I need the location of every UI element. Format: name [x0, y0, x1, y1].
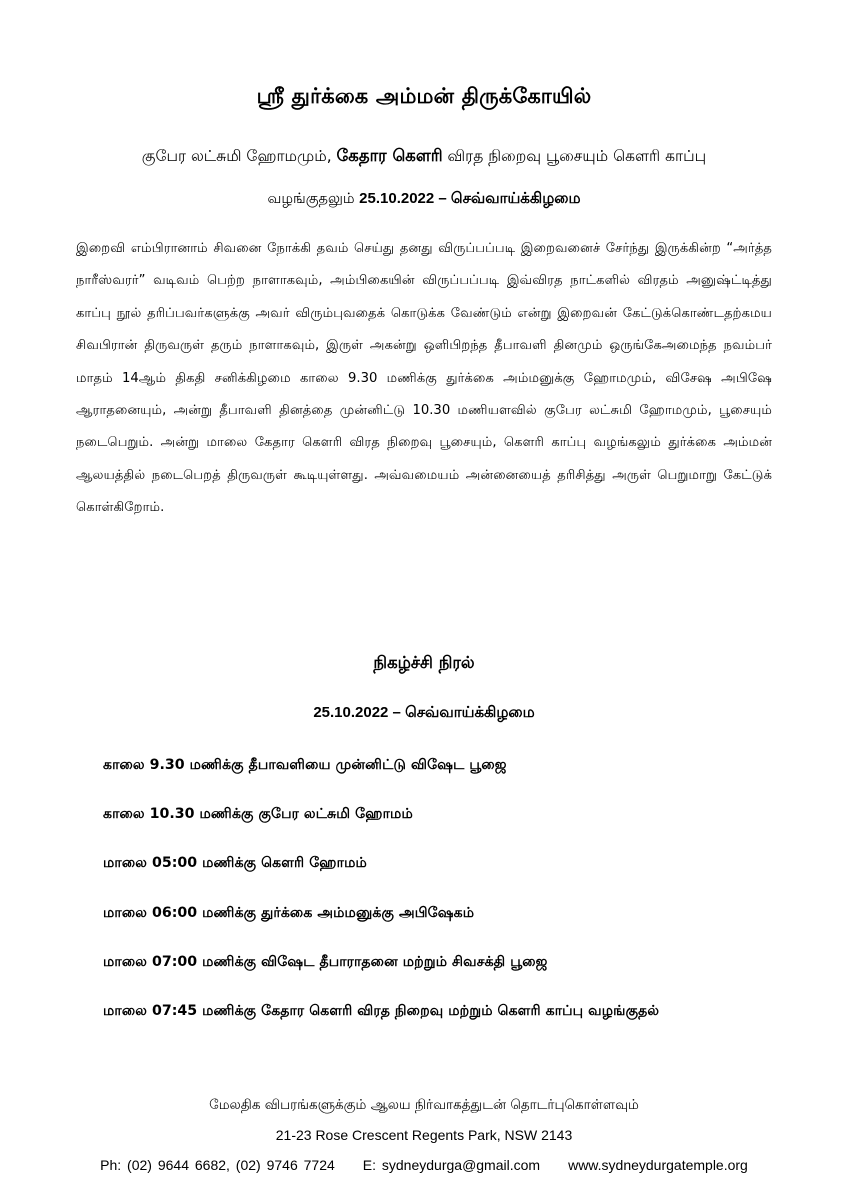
event-subtitle-line2: [0, 190, 848, 209]
program-date-text: 25.10.2022 – செவ்வாய்க்கிழமை: [313, 704, 535, 721]
program-date: [0, 704, 848, 723]
schedule-item: காலை 9.30 மணிக்கு தீபாவளியை முன்னிட்டு விஷேட பூஜை: [103, 757, 507, 773]
event-subtitle-line1: [0, 146, 848, 168]
subtitle-bold: கேதார கௌரி: [336, 146, 443, 165]
website-url: www.sydneydurgatemple.org: [568, 1157, 748, 1173]
contact-note: மேலதிக விபரங்களுக்கும் ஆலய நிர்வாகத்துடன் தொடர்புகொள்ளவும்: [209, 1097, 639, 1113]
schedule-item: மாலை 05:00 மணிக்கு கௌரி ஹோமம்: [103, 855, 367, 872]
subtitle2-pre: வழங்குதலும்: [267, 191, 360, 207]
schedule-item: காலை 10.30 மணிக்கு குபேர லட்சுமி ஹோமம்: [103, 806, 413, 823]
schedule-item: மாலை 07:00 மணிக்கு விஷேட தீபாராதனை மற்றும் சிவசக்தி பூஜை: [103, 953, 548, 970]
program-schedule-list: [103, 757, 659, 1052]
subtitle-pre: குபேர லட்சுமி ஹோமமும்,: [141, 147, 337, 165]
program-heading: நிகழ்ச்சி நிரல்: [373, 653, 475, 672]
phone-numbers: Ph: (02) 9644 6682, (02) 9746 7724: [100, 1157, 335, 1173]
event-date: 25.10.2022 – செவ்வாய்க்கிழமை: [359, 190, 581, 207]
email-address: E: sydneydurga@gmail.com: [362, 1157, 541, 1173]
temple-address: 21-23 Rose Crescent Regents Park, NSW 2143: [275, 1127, 573, 1143]
subtitle-post: விரத நிறைவு பூசையும் கௌரி காப்பு: [442, 147, 707, 165]
announcement-paragraph: இறைவி எம்பிரானாம் சிவனை நோக்கி தவம் செய்து தனது விருப்பப்படி இறைவனைச் சேர்ந்து இருக்கின்ற “அர்த்த நாரீஸ்வரர்” வடிவம் பெற்ற நாளாகவும், அம்பிகையின் விருப்பப்படி இவ்விரத நாட்களில் விரதம் அனுஷ்ட்டித்து காப்பு நூல் தரிப்பவர்களுக்கு அவர் விரும்புவதைக் கொடுக்க வேண்டும் என்று இறைவன் கேட்டுக்கொண்டதற்கமய சிவபிரான் திருவருள் தரும் நாளாகவும், இருள் அகன்று ஒளிபிறந்த தீபாவளி தினமும் ஒருங்கேஅமைந்த நவம்பர் மாதம் 14ஆம் திகதி சனிக்கிழமை காலை 9.30 மணிக்கு துர்க்கை அம்மனுக்கு ஹோமமும், விசேஷ அபிஷே ஆராதனையும், அன்று தீபாவளி தினத்தை முன்னிட்டு 10.30 மணியளவில் குபேர லட்சுமி ஹோமமும், பூசையும் நடைபெறும். அன்று மாலை கேதார கௌரி விரத நிறைவு பூசையும், கௌரி காப்பு வழங்கலும் துர்க்கை அம்மன் ஆலயத்தில் நடைபெறத் திருவருள் கூடியுள்ளது. அவ்வமையம் அன்னையைத் தரிசித்து அருள் பெறுமாறு கேட்டுக் கொள்கிறோம்.: [76, 241, 772, 516]
schedule-item: மாலை 06:00 மணிக்கு துர்க்கை அம்மனுக்கு அபிஷேகம்: [103, 904, 475, 921]
contact-details: [0, 1157, 848, 1173]
schedule-item: மாலை 07:45 மணிக்கு கேதார கௌரி விரத நிறைவு மற்றும் கௌரி காப்பு வழங்குதல்: [103, 1002, 660, 1019]
temple-title: ஸ்ரீ துர்க்கை அம்மன் திருக்கோயில்: [256, 84, 592, 108]
